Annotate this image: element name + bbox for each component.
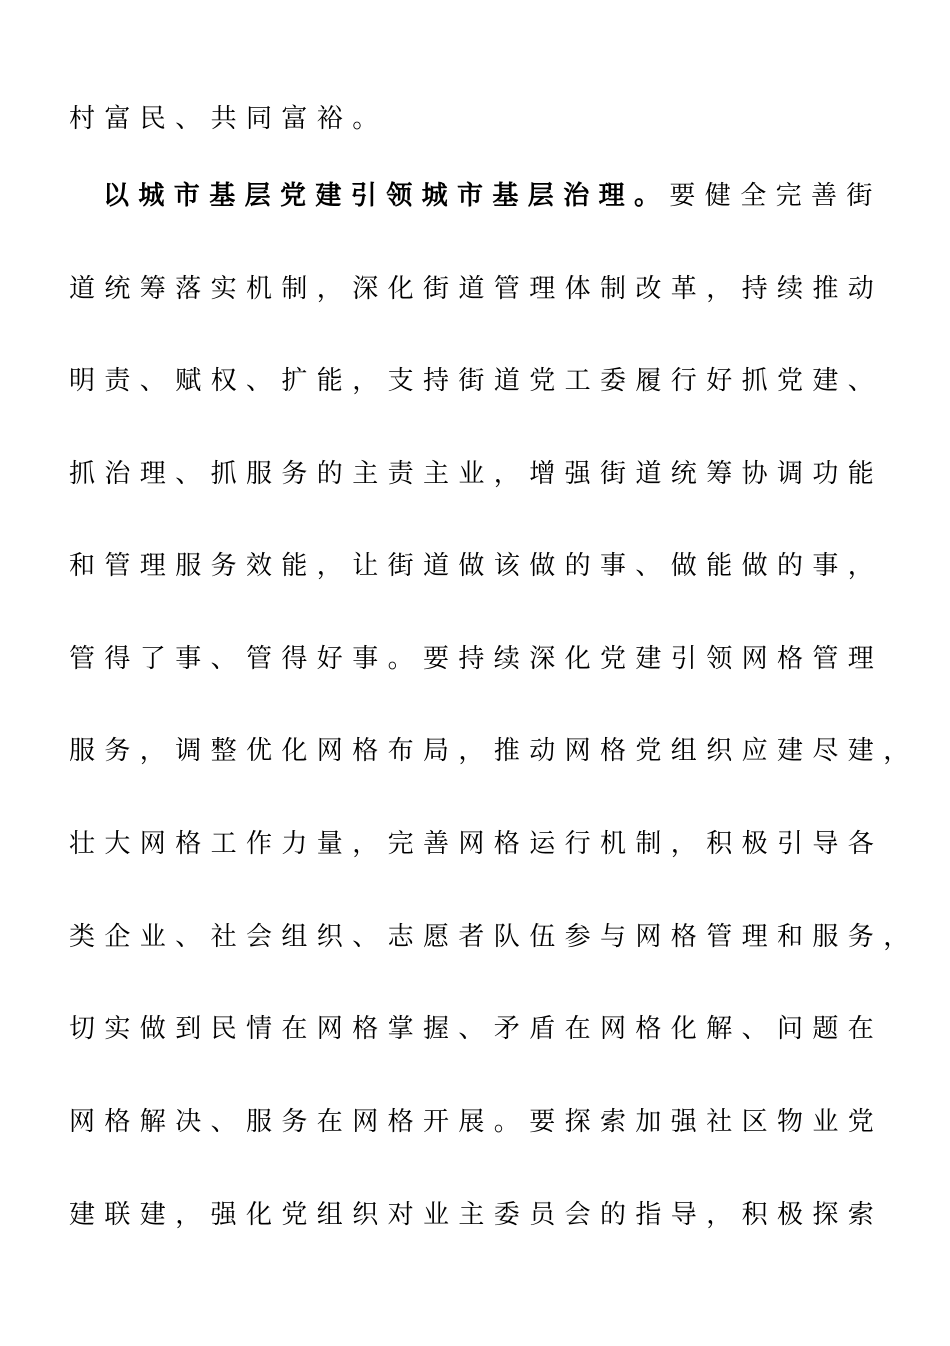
text-line-9: 壮大网格工作力量，完善网格运行机制，积极引导各 bbox=[69, 829, 884, 859]
text-line-11: 切实做到民情在网格掌握、矛盾在网格化解、问题在 bbox=[69, 1014, 884, 1044]
text-line-10: 类企业、社会组织、志愿者队伍参与网格管理和服务， bbox=[69, 922, 919, 952]
text-line-4: 明责、赋权、扩能，支持街道党工委履行好抓党建、 bbox=[69, 366, 884, 396]
text-line-6: 和管理服务效能，让街道做该做的事、做能做的事， bbox=[69, 551, 884, 581]
paragraph-heading-line bbox=[103, 176, 882, 216]
bold-heading: 以城市基层党建引领城市基层治理。 bbox=[103, 181, 670, 211]
text-line-13: 建联建，强化党组织对业主委员会的指导，积极探索 bbox=[69, 1200, 884, 1230]
text-line-3: 道统筹落实机制，深化街道管理体制改革，持续推动 bbox=[69, 274, 884, 304]
text-line-5: 抓治理、抓服务的主责主业，增强街道统筹协调功能 bbox=[69, 459, 884, 489]
text-line-8: 服务，调整优化网格布局，推动网格党组织应建尽建， bbox=[69, 736, 919, 766]
heading-continuation: 要健全完善街 bbox=[669, 181, 882, 211]
text-line-7: 管得了事、管得好事。要持续深化党建引领网格管理 bbox=[69, 644, 884, 674]
text-line-12: 网格解决、服务在网格开展。要探索加强社区物业党 bbox=[69, 1107, 884, 1137]
text-line-1: 村富民、共同富裕。 bbox=[69, 104, 388, 134]
